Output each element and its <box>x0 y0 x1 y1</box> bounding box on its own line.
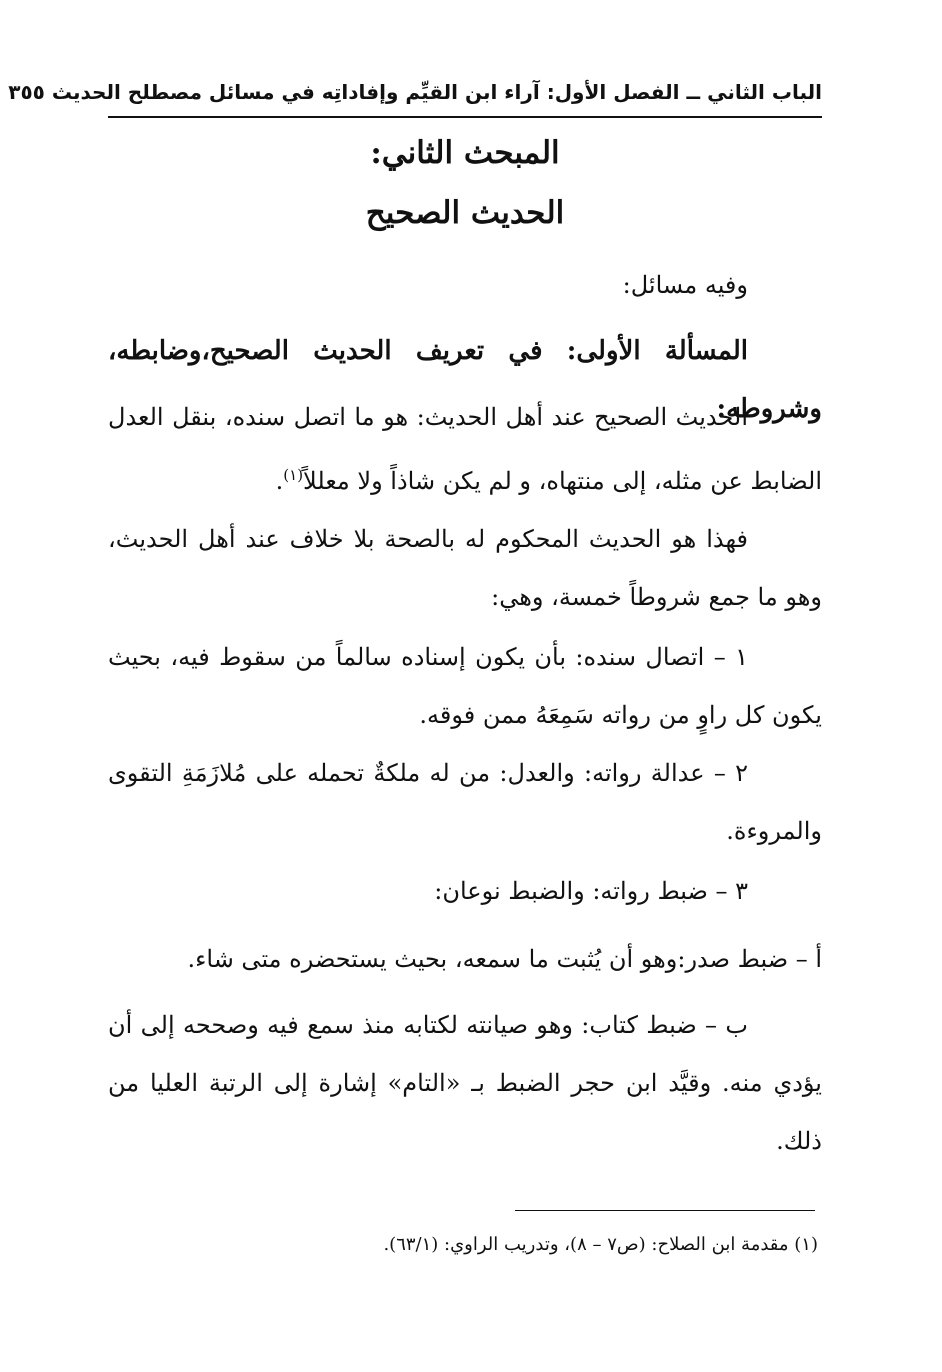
condition-3b: ب – ضبط كتاب: وهو صيانته لكتابه منذ سمع فيه وصححه إلى أن يؤدي منه. وقيَّد ابن حجر الضبط بـ «التام» إشارة إلى الرتبة العليا من ذلك. <box>108 1011 822 1155</box>
footnote-ref: (١) <box>283 466 304 484</box>
condition-1: ١ – اتصال سنده: بأن يكون إسناده سالماً من سقوط فيه، بحيث يكون كل راوٍ من رواته سَمِعَهُ ممن فوقه. <box>108 643 822 729</box>
condition-3a: أ – ضبط صدر:وهو أن يُثبت ما سمعه، بحيث يستحضره متى شاء. <box>187 945 822 973</box>
section-subtitle: الحديث الصحيح <box>365 195 565 231</box>
running-header: الباب الثاني ــ الفصل الأول: آراء ابن القيِّم وإفاداتِه في مسائل مصطلح الحديث ٣٥٥ <box>8 80 822 104</box>
intro-paragraph: وفيه مسائل: <box>622 271 748 299</box>
section-title: المبحث الثاني: <box>370 135 560 171</box>
footnote-divider <box>515 1210 815 1211</box>
condition-2: ٢ – عدالة رواته: والعدل: من له ملكةٌ تحمله على مُلازَمَةِ التقوى والمروءة. <box>108 759 822 845</box>
definition-text: الحديث الصحيح عند أهل الحديث: هو ما اتصل سنده، بنقل العدل الضابط عن مثله، إلى منتهاه، و لم يكن شاذاً ولا معللاً <box>108 403 822 495</box>
footnote: (١) مقدمة ابن الصلاح: (ص٧ – ٨)، وتدريب الراوي: (٦٣/١). <box>383 1234 818 1255</box>
question-heading: المسألة الأولى: في تعريف الحديث الصحيح،وضابطه، وشروطه: <box>108 336 822 424</box>
definition-end: . <box>275 467 284 495</box>
condition-3: ٣ – ضبط رواته: والضبط نوعان: <box>434 877 748 905</box>
definition-paragraph <box>108 388 822 510</box>
summary-paragraph: فهذا هو الحديث المحكوم له بالصحة بلا خلاف عند أهل الحديث، وهو ما جمع شروطاً خمسة، وهي: <box>108 525 822 611</box>
header-divider <box>108 116 822 118</box>
